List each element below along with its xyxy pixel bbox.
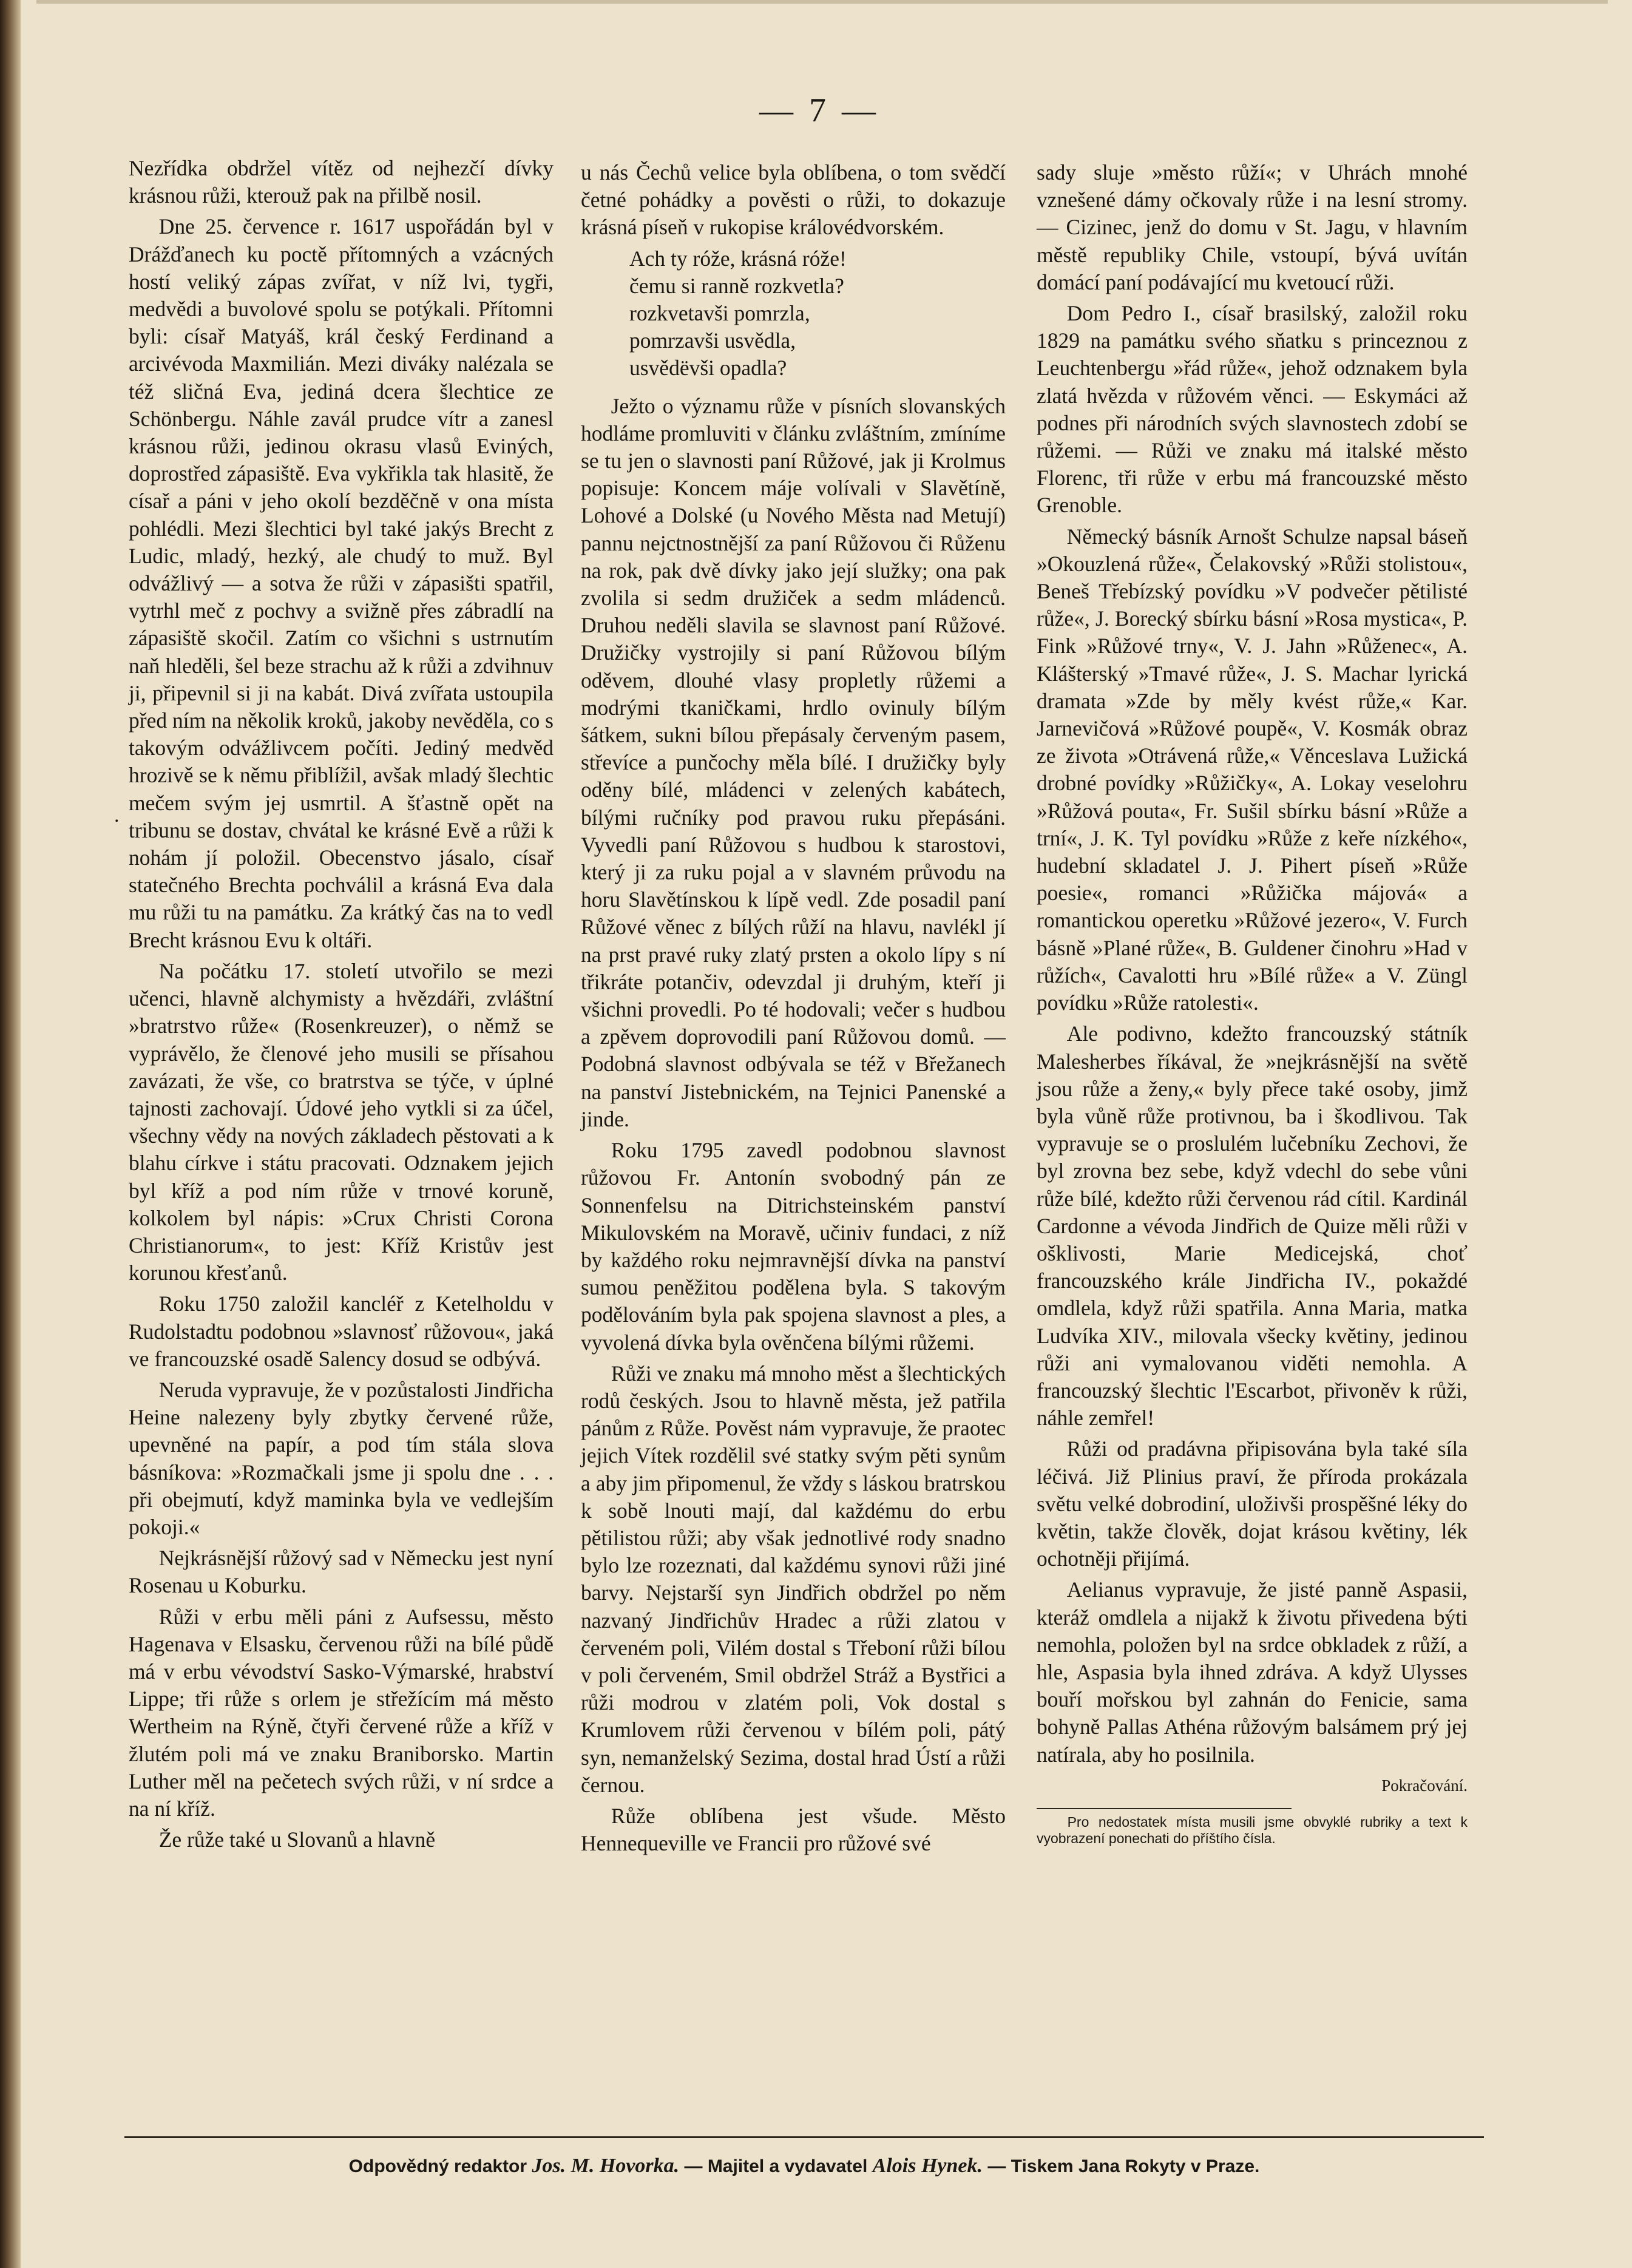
paragraph: Německý básník Arnošt Schulze napsal báseň »Okouzlená růže«, Čelakovský »Růži stolistou«, Beneš Třebízský povídku »V podvečer pětilisté růže«, J. Borecký sbírku básní »Rosa mystica«, P. Fink »Růžové trny«, V. J. Jahn »Růženec«, A. Klášterský »Tmavé růže«, J. S. Machar lyrická dramata »Zde by měly kvést růže,« Kar. Jarnevičová »Růžové poupě«, V. Kosmák obraz ze života »Otrávená růže,« Věnceslava Lužická drobné povídky »Růžičky«, A. Lokay veselohru »Růžová pouta«, Fr. Sušil sbírku básní »Růže a trní«, J. K. Tyl povídku »Růže z keře nízkého«, hudební skladatel J. J. Pihert píseň »Růže poesie«, romanci »Růžička májová« a romantickou operetku »Růžové jezero«, V. Furch básně »Plané růže«, B. Guldener činohru »Had v růžích«, Cavalotti hru »Bílé růže« a V. Züngl povídku »Růže ratolesti«. bbox=[1037, 524, 1468, 1015]
paragraph: Růži od pradávna připisována byla také síla léčivá. Již Plinius praví, že příroda prokázala světu velké dobrodiní, uloživši prospěšné léky do květin, takže člověk, dojat krásou květiny, lék ochotněji přijímá. bbox=[1037, 1437, 1468, 1571]
paragraph: Ale podivno, kdežto francouzský státník Malesherbes říkával, že »nejkrásnější na světě jsou růže a ženy,« byly přece také osoby, jimž byla vůně růže protivnou, ba i škodlivou. Tak vypravuje se o proslulém lučebníku Zechovi, že byl zrovna bez sebe, když vdechl do sebe vůni růže bílé, kdežto růži červenou rád cítil. Kardinál Cardonne a vévoda Jindřich de Quize měli růži v ošklivosti, Marie Medicejská, choť francouzského krále Jindřicha IV., pokaždé omdlela, když růži spatřila. Anna Maria, matka Ludvíka XIV., milovala všecky květiny, jedinou růži ani vymalovanou viděti nemohla. A francouzský šlechtic l'Escarbot, přivoněv k růži, náhle zemřel! bbox=[1037, 1021, 1468, 1430]
paragraph: Aelianus vypravuje, že jisté panně Aspasii, kteráž omdlela a nijakž k životu přivedena býti nemohla, položen byl na srdce obkladek z růží, a hle, Aspasia byla ihned zdráva. A když Ulysses bouří mořskou byl zahnán do Fenicie, sama bohyně Pallas Athéna růžovým balsámem prý jej natírala, aby ho posilnila. bbox=[1037, 1577, 1468, 1767]
paragraph: Nejkrásnější růžový sad v Německu jest nyní Rosenau u Koburku. bbox=[129, 1546, 554, 1598]
editor-label: Odpovědný redaktor bbox=[348, 2156, 527, 2176]
middle-column bbox=[581, 159, 1006, 1861]
paragraph: Neruda vypravuje, že v pozůstalosti Jindřicha Heine nalezeny byly zbytky červené růže, upevněné na papír, a pod tím stála slova básníkova: »Rozmačkali jsme ji spolu dne . . . při obejmutí, když maminka byla ve vedlejším pokoji.« bbox=[129, 1377, 554, 1539]
publisher-name: Alois Hynek. bbox=[872, 2155, 983, 2177]
poem bbox=[629, 245, 1006, 382]
continued-note: Pokračování. bbox=[1381, 1776, 1468, 1795]
paragraph: Na počátku 17. století utvořilo se mezi učenci, hlavně alchymisty a hvězdáři, zvláštní »bratrstvo růže« (Rosenkreuzer), o němž se vyprávělo, že členové jeho musili se přísahou zavázati, že vše, co bratrstva se týče, v úplné tajnosti zachovají. Údové jeho vytkli si za účel, všechny vědy na nových základech pěstovati a k blahu církve i státu pracovati. Odznakem jejich byl kříž a pod ním růže v trnové koruně, kolkolem byl nápis: »Crux Christi Corona Christianorum«, to jest: Kříž Kristův jest korunou křesťanů. bbox=[129, 958, 554, 1285]
paragraph: Nezřídka obdržel vítěz od nejhezčí dívky krásnou růži, kterouž pak na přilbě nosil. bbox=[129, 156, 554, 208]
top-edge bbox=[36, 0, 1608, 4]
footnote: Pro nedostatek místa musili jsme obvyklé rubriky a text k vyobrazení ponechati do příštího čísla. bbox=[1037, 1813, 1468, 1846]
paragraph: Růži ve znaku má mnoho měst a šlechtických rodů českých. Jsou to hlavně města, jež patřila pánům z Růže. Pověst nám vypravuje, že praotec jejich Vítek rozdělil své statky svým pěti synům a aby jim připomenul, že vždy s láskou bratrskou k sobě lnouti mají, dal každému do erbu pětilistou růži; aby však jednotlivé rody snadno bylo lze rozeznati, dal každému synovi růži jiné barvy. Nejstarší syn Jindřich obdržel po něm nazvaný Jindřichův Hradec a růži zlatou v červeném poli, Vilém dostal s Třeboní růži bílou v poli červeném, Smil obdržel Stráž a Bystřici a růži modrou v zlatém poli, Vok dostal s Krumlovem růži červenou v bílém poli, pátý syn, nemanželský Sezima, dostal hrad Ústí a růži černou. bbox=[581, 1361, 1006, 1797]
right-column bbox=[1037, 159, 1468, 1847]
imprint-divider bbox=[124, 2136, 1484, 2138]
publisher-label: — Majitel a vydavatel bbox=[684, 2156, 868, 2176]
page-number: — 7 — bbox=[759, 92, 879, 129]
paragraph: Ježto o významu růže v písních slovanských hodláme promluviti v článku zvláštním, zmíníme se tu jen o slavnosti paní Růžové, jak ji Krolmus popisuje: Koncem máje volívali v Slavětíně, Lohové a Dolské (u Nového Města nad Metují) pannu nejctnostnější za paní Růžovou či Růženu na rok, pak dvě dívky jako její služky; ona pak zvolila si sedm družiček a sedm mládenců. Druhou neděli slavila se slavnost paní Růžové. Družičky vystrojily si paní Růžovou bílým oděvem, dlouhé vlasy propletly růžemi a modrými tkaničkami, hrdlo ovinuly bílým šátkem, sukni bílou přepásaly červeným pasem, střevíce a punčochy měla bílé. I družičky byly oděny bílé, mládenci v zelených kabátech, bílými ručníky pod pravou ruku přepásáni. Vyvedli paní Růžovou s hudbou k starostovi, který ji za ruku pojal a v slavném průvodu na horu Slavětínskou k lípě vedl. Zde posadil paní Růžové věnec z bílých růží na hlavu, navlékl jí na prst pravé ruky zlatý prsten a okolo lípy s ní třikráte potančiv, odevzdal ji druhým, kteří ji všichni provedli. Po té hodovali; večer s hudbou a zpěvem doprovodili paní Růžovou domů. — Podobná slavnost odbývala se též v Břežanech na panství Jistebnickém, na Tejnici Panenské a jinde. bbox=[581, 393, 1006, 1131]
editor-name: Jos. M. Hovorka. bbox=[532, 2155, 680, 2177]
paragraph: Roku 1750 založil kancléř z Ketelholdu v Rudolstadtu podobnou »slavnosť růžovou«, jaká ve francouzské osadě Salency dosud se odbývá. bbox=[129, 1291, 554, 1371]
left-column bbox=[129, 155, 554, 1857]
margin-dot: . bbox=[114, 804, 120, 827]
paragraph: Růži v erbu měli páni z Aufsessu, město Hagenava v Elsasku, červenou růži na bílé půdě má v erbu vévodství Sasko-Výmarské, hrabství Lippe; tři růže s orlem je střežícím má město Wertheim na Rýně, čtyři červené růže a kříž v žlutém poli má ve znaku Braniborsko. Martin Luther měl na pečetech svých růži, v ní srdce a na ní kříž. bbox=[129, 1604, 554, 1821]
paragraph: u nás Čechů velice byla oblíbena, o tom svědčí četné pohádky a pověsti o růži, to dokazuje krásná píseň v rukopise královédvorském. bbox=[581, 160, 1006, 240]
poem-line: usvědëvši opadla? bbox=[629, 355, 787, 380]
poem-line: čemu si ranně rozkvetla? bbox=[629, 273, 844, 298]
poem-line: Ach ty róže, krásná róže! bbox=[629, 246, 847, 271]
paragraph: sady sluje »město růží«; v Uhrách mnohé vznešené dámy očkovaly růže i na lesní stromy. — Cizinec, jenž do domu v St. Jagu, v hlavním městě republiky Chile, vstoupí, bývá uvítán domácí paní podávající mu kvetoucí růži. bbox=[1037, 160, 1468, 294]
imprint-line bbox=[124, 2155, 1484, 2178]
poem-line: rozkvetavši pomrzla, bbox=[629, 300, 810, 325]
paragraph: Dom Pedro I., císař brasilský, založil roku 1829 na památku svého sňatku s princeznou z Leuchtenbergu »řád růže«, jehož odznakem byla zlatá hvězda v růžovém věnci. — Eskymáci až podnes při národních svých slavnostech zdobí se růžemi. — Růži ve znaku má italské město Florenc, tři růže v erbu má francouzské město Grenoble. bbox=[1037, 301, 1468, 518]
paragraph: Dne 25. července r. 1617 uspořádán byl v Drážďanech ku poctě přítomných a vzácných hostí veliký zápas zvířat, v níž lvi, tygři, medvědi a buvolové spolu se potýkali. Přítomni byli: císař Matyáš, král český Ferdinand a arcivévoda Maxmilián. Mezi diváky nalézala se též sličná Eva, jediná dcera šlechtice ze Schönbergu. Náhle zavál prudce vítr a zanesl krásnou růži, jedinou okrasu vlasů Eviných, doprostřed zápasiště. Eva vykřikla tak hlasitě, že císař a páni v jeho okolí bezděčně v ona místa pohlédli. Mezi šlechtici byl také jakýs Brecht z Ludic, mladý, hezký, ale chudý to muž. Byl odvážlivý — a sotva že růži v zápasišti spatřil, vytrhl meč z pochvy a svižně přes zábradlí na zápasiště skočil. Zatím co všichni s ustrnutím naň hleděli, šel beze strachu až k růži a zdvihnuv ji, připevnil si ji na kabát. Divá zvířata ustoupila před ním na několik kroků, jakoby nevěděla, co s takovým odvážlivcem počíti. Jediný medvěd hrozivě se k němu přiblížil, avšak mladý šlechtic mečem svým jej usmrtil. A šťastně opět na tribunu se dostav, chvátal ke krásné Evě a růži k nohám jí položil. Obecenstvo jásalo, císař statečného Brechta pochválil a krásná Eva dala mu růži tu na památku. Za krátký čas na to vedl Brecht krásnou Evu k oltáři. bbox=[129, 214, 554, 952]
paragraph: Že růže také u Slovanů a hlavně bbox=[158, 1827, 436, 1852]
poem-line: pomrzavši usvědla, bbox=[629, 328, 796, 353]
page-gutter-shadow bbox=[0, 0, 21, 2268]
footnote-divider bbox=[1037, 1808, 1292, 1809]
paragraph: Roku 1795 zavedl podobnou slavnost růžovou Fr. Antonín svobodný pán ze Sonnenfelsu na Ditrichsteinském panství Mikulovském na Moravě, učiniv fundaci, z níž by každého roku nejmravnější dívka na panství sumou peněžitou podělena byla. S takovým podělováním byla pak spojena slavnost a ples, a vyvolená dívka byla ověnčena bílými růžemi. bbox=[581, 1138, 1006, 1355]
paragraph: Růže oblíbena jest všude. Město Hennequeville ve Francii pro růžové své bbox=[581, 1803, 1006, 1856]
printer: — Tiskem Jana Rokyty v Praze. bbox=[987, 2156, 1260, 2176]
